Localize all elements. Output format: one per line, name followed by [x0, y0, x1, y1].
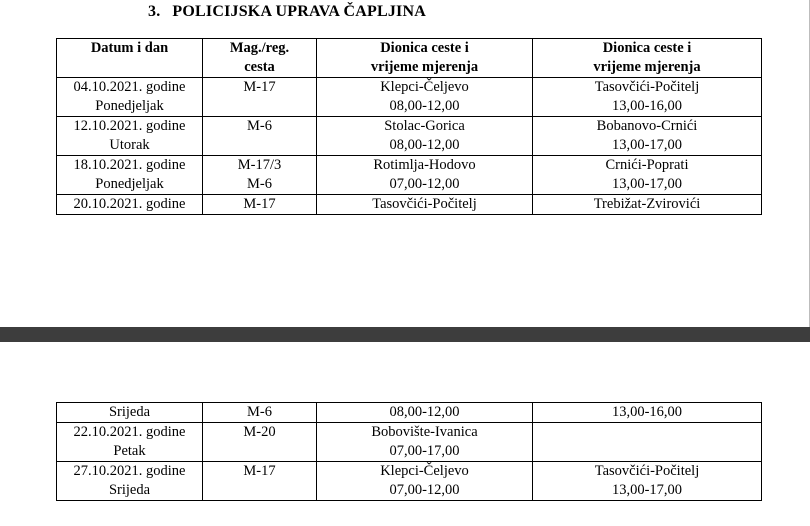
road-cell — [203, 156, 317, 195]
section1-cell — [317, 423, 533, 462]
date-text: 04.10.2021. godine — [73, 79, 186, 95]
section2-cell — [533, 403, 762, 423]
table-row — [57, 195, 762, 215]
page-break-separator — [0, 327, 810, 342]
table-row — [57, 156, 762, 195]
road-cell — [203, 462, 317, 501]
header-date-line2 — [59, 58, 200, 77]
section-title: POLICIJSKA UPRAVA ČAPLJINA — [172, 3, 426, 20]
table-row — [57, 403, 762, 423]
section2-cell — [533, 78, 762, 117]
section1-cell — [317, 462, 533, 501]
section1-route: Stolac-Gorica — [384, 118, 465, 134]
section1-route: Rotimlja-Hodovo — [373, 157, 476, 173]
section2-route: Crnići-Poprati — [605, 157, 689, 173]
header-section2 — [533, 39, 762, 78]
header-section2-line1: Dionica ceste i — [602, 40, 692, 56]
section1-time: 07,00-12,00 — [389, 176, 460, 192]
table-row — [57, 462, 762, 501]
table-row — [57, 117, 762, 156]
road-text: M-6 — [247, 118, 272, 134]
road-cell — [203, 195, 317, 215]
section2-route: Tasovčići-Počitelj — [594, 463, 700, 479]
day-text: Srijeda — [108, 404, 151, 420]
road-cell — [203, 117, 317, 156]
section2-time: 13,00-16,00 — [611, 98, 683, 114]
section-number: 3. — [148, 3, 161, 20]
header-section1-line2: vrijeme mjerenja — [370, 59, 479, 75]
road-text-2: M-6 — [247, 176, 272, 192]
table-header-row — [57, 39, 762, 78]
day-text: Utorak — [109, 137, 150, 153]
day-text: Ponedjeljak — [95, 176, 164, 192]
schedule-table-part1 — [56, 38, 762, 215]
section1-time: 07,00-12,00 — [389, 482, 460, 498]
section1-route: Tasovčići-Počitelj — [372, 196, 477, 212]
day-text: Srijeda — [108, 482, 151, 498]
section1-cell — [317, 78, 533, 117]
section1-route: Klepci-Čeljevo — [380, 463, 469, 479]
date-text: 12.10.2021. godine — [73, 118, 186, 134]
date-cell — [57, 117, 203, 156]
road-text: M-17 — [243, 79, 276, 95]
section2-time: 13,00-17,00 — [611, 176, 683, 192]
date-text: 18.10.2021. godine — [73, 157, 186, 173]
header-road-line2: cesta — [244, 59, 275, 75]
road-text: M-17/3 — [237, 157, 282, 173]
header-section1 — [317, 39, 533, 78]
road-text: M-20 — [243, 424, 276, 440]
date-cell — [57, 78, 203, 117]
section1-time: 07,00-17,00 — [389, 443, 460, 459]
section1-time: 08,00-12,00 — [389, 98, 460, 114]
section2-route: Tasovčići-Počitelj — [594, 79, 700, 95]
date-cell — [57, 195, 203, 215]
document-page-bottom — [0, 342, 810, 526]
road-text: M-6 — [247, 404, 272, 420]
section1-time: 08,00-12,00 — [389, 404, 460, 420]
section2-cell — [533, 156, 762, 195]
date-text: 27.10.2021. godine — [73, 463, 186, 479]
date-cell — [57, 423, 203, 462]
day-text: Petak — [113, 443, 146, 459]
date-text: 22.10.2021. godine — [73, 424, 186, 440]
section1-route: Klepci-Čeljevo — [380, 79, 469, 95]
schedule-table-part2 — [56, 402, 762, 501]
section2-time: 13,00-16,00 — [611, 404, 683, 420]
header-section1-line1: Dionica ceste i — [380, 40, 469, 56]
header-road-line1: Mag./reg. — [229, 40, 290, 56]
section2-route: Bobanovo-Crnići — [596, 118, 698, 134]
road-text: M-17 — [243, 463, 276, 479]
table-row — [57, 78, 762, 117]
section1-time: 08,00-12,00 — [389, 137, 460, 153]
date-cell — [57, 462, 203, 501]
section2-cell — [533, 117, 762, 156]
section1-cell — [317, 403, 533, 423]
road-text: M-17 — [243, 196, 276, 212]
section1-cell — [317, 156, 533, 195]
section2-cell — [533, 462, 762, 501]
section2-time: 13,00-17,00 — [611, 482, 683, 498]
header-date — [57, 39, 203, 78]
table-row — [57, 423, 762, 462]
day-text: Ponedjeljak — [95, 98, 164, 114]
header-road — [203, 39, 317, 78]
section-heading — [148, 3, 426, 21]
date-text: 20.10.2021. godine — [73, 196, 186, 212]
section1-route: Bobovište-Ivanica — [371, 424, 478, 440]
section2-route: Trebižat-Zvirovići — [593, 196, 701, 212]
road-cell — [203, 403, 317, 423]
section2-cell — [533, 195, 762, 215]
date-cell — [57, 403, 203, 423]
header-section2-line2: vrijeme mjerenja — [593, 59, 701, 75]
date-cell — [57, 156, 203, 195]
section2-time: 13,00-17,00 — [611, 137, 683, 153]
road-cell — [203, 423, 317, 462]
header-date-line1: Datum i dan — [90, 40, 169, 56]
section2-cell — [533, 423, 762, 462]
section1-cell — [317, 117, 533, 156]
section1-cell — [317, 195, 533, 215]
road-cell — [203, 78, 317, 117]
